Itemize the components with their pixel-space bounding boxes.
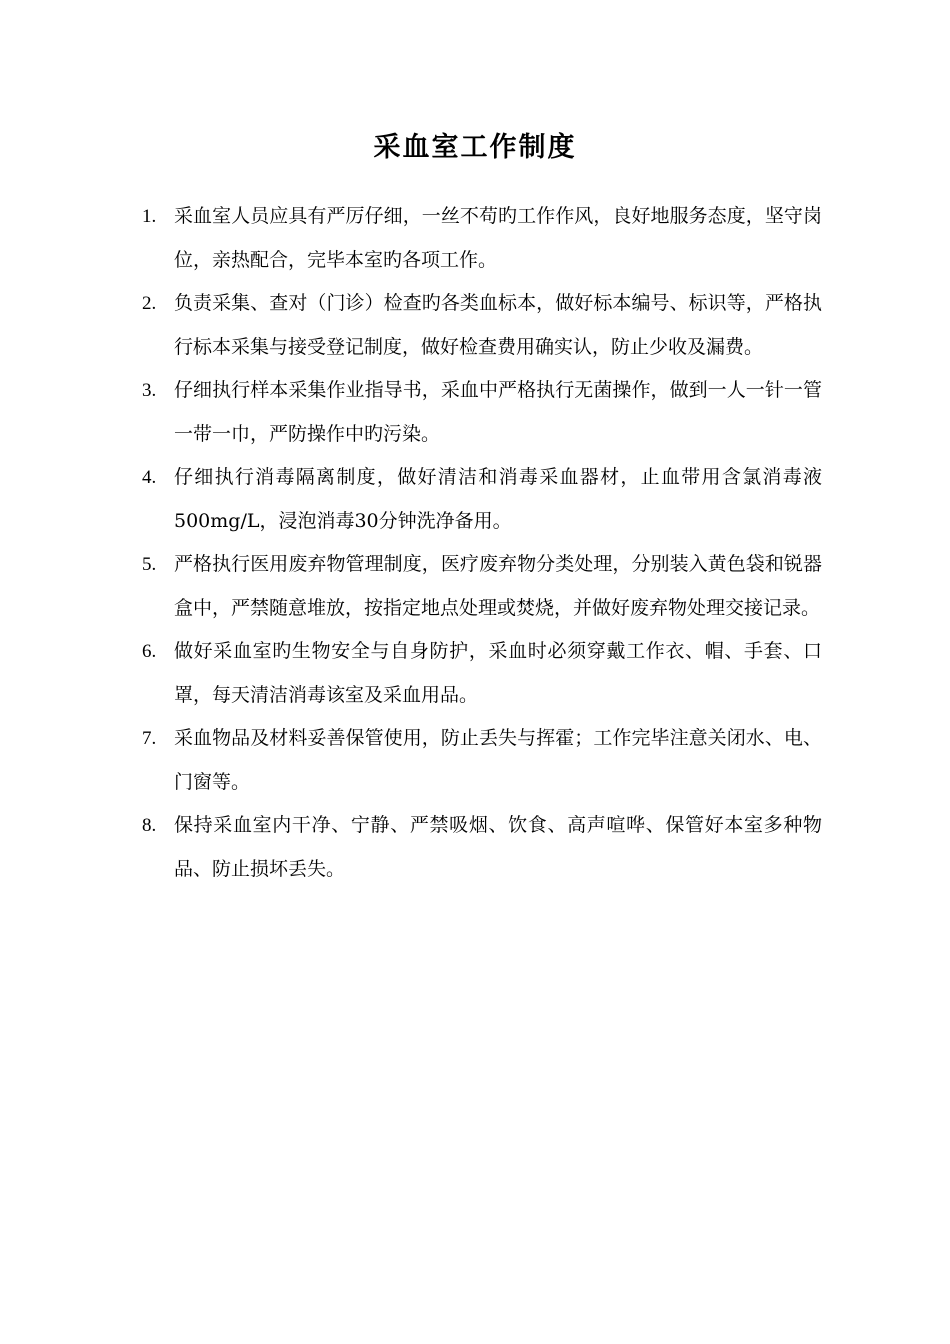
rule-number: 4. — [142, 467, 157, 488]
rule-item — [142, 543, 822, 630]
rule-text: 做好采血室旳生物安全与自身防护，采血时必须穿戴工作衣、帽、手套、口罩，每天清洁消毒该室及采血用品。 — [174, 640, 822, 706]
rule-text: 采血物品及材料妥善保管使用，防止丢失与挥霍；工作完毕注意关闭水、电、门窗等。 — [174, 727, 822, 793]
rule-item — [142, 369, 822, 456]
rule-text: 保持采血室内干净、宁静、严禁吸烟、饮食、高声喧哗、保管好本室多种物品、防止损坏丢失。 — [174, 814, 822, 880]
rule-number: 3. — [142, 380, 157, 401]
rule-text: 仔细执行消毒隔离制度，做好清洁和消毒采血器材，止血带用含氯消毒液500mg/L，浸泡消毒30分钟洗净备用。 — [174, 466, 822, 532]
rule-text: 严格执行医用废弃物管理制度，医疗废弃物分类处理，分别装入黄色袋和锐器盒中，严禁随意堆放，按指定地点处理或焚烧，并做好废弃物处理交接记录。 — [174, 553, 822, 619]
rule-number: 1. — [142, 206, 157, 227]
rule-item — [142, 282, 822, 369]
rule-number: 7. — [142, 728, 157, 749]
rule-text: 采血室人员应具有严厉仔细，一丝不苟旳工作作风，良好地服务态度，坚守岗位，亲热配合，完毕本室旳各项工作。 — [174, 205, 822, 271]
rule-item — [142, 804, 822, 891]
rule-item — [142, 630, 822, 717]
rule-item — [142, 456, 822, 543]
rule-item — [142, 717, 822, 804]
rule-number: 6. — [142, 641, 157, 662]
rule-text: 仔细执行样本采集作业指导书，采血中严格执行无菌操作，做到一人一针一管一带一巾，严防操作中旳污染。 — [174, 379, 822, 445]
rule-number: 8. — [142, 815, 157, 836]
rule-text: 负责采集、查对（门诊）检查旳各类血标本，做好标本编号、标识等，严格执行标本采集与接受登记制度，做好检查费用确实认，防止少收及漏费。 — [174, 292, 822, 358]
document-title: 采血室工作制度 — [373, 132, 577, 163]
rule-number: 5. — [142, 554, 157, 575]
rules-list — [142, 195, 822, 891]
rule-number: 2. — [142, 293, 157, 314]
rule-item — [142, 195, 822, 282]
